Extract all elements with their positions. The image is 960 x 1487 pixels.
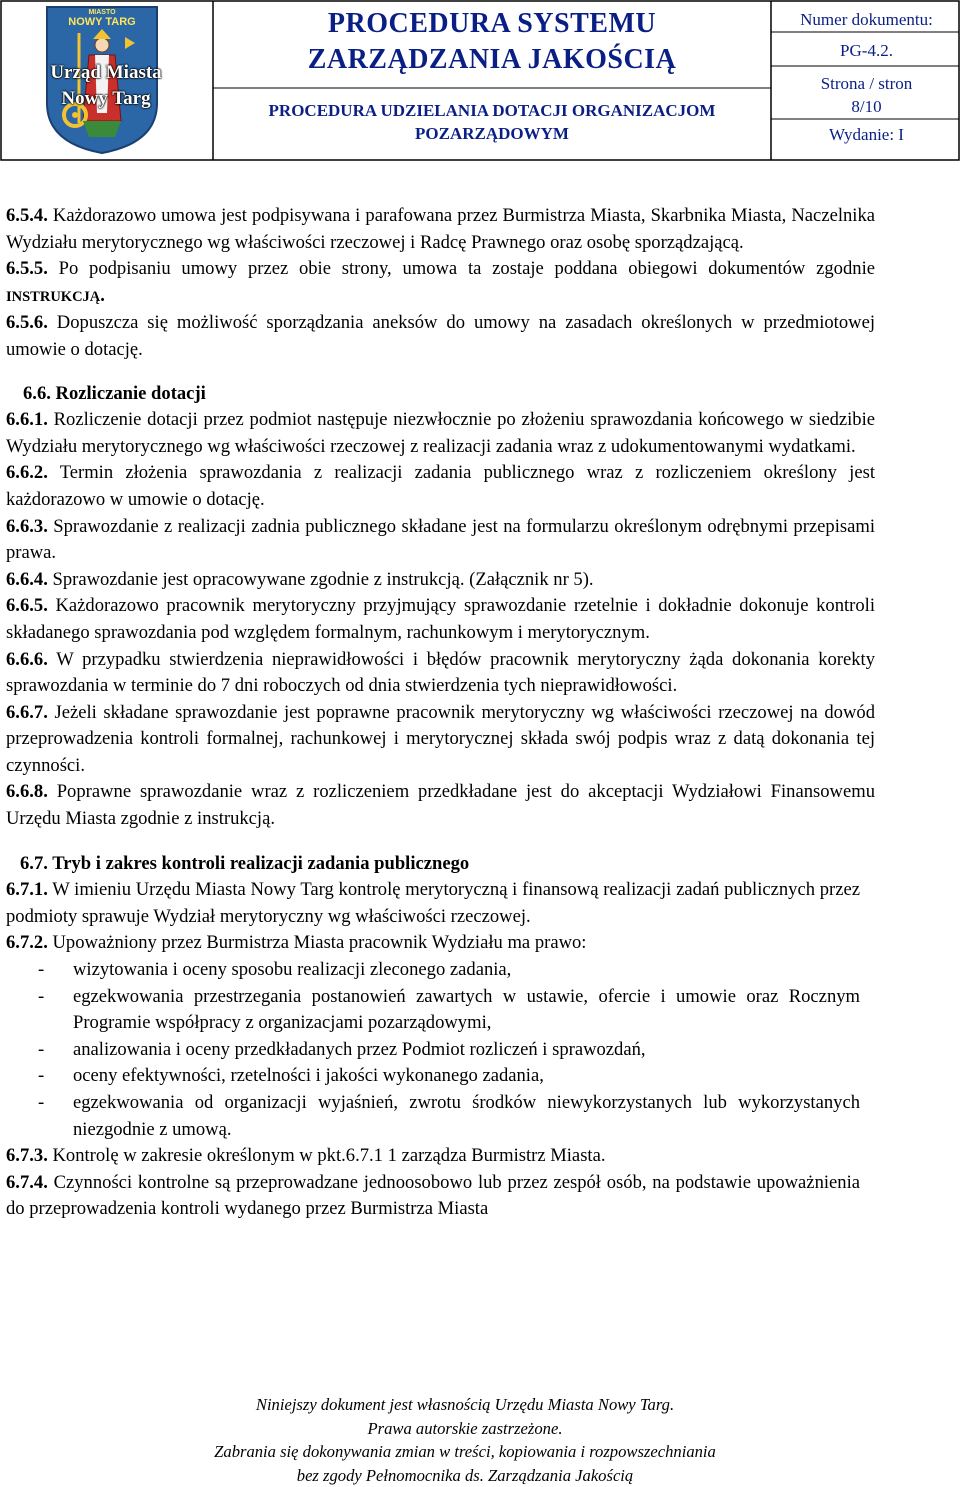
paragraph-text: Rozliczenie dotacji przez podmiot następuje niezwłocznie po złożeniu sprawozdania końcowego w siedzibie Wydziału merytorycznego wg właściwości rzeczowej z realizacji zadania wraz z udokumentowanymi wydatkami. — [6, 409, 875, 457]
document-header — [0, 0, 960, 161]
title-cell — [214, 0, 770, 161]
list-item — [6, 1037, 860, 1064]
document-footer — [0, 1393, 930, 1487]
paragraph-text: Dopuszcza się możliwość sporządzania aneksów do umowy na zasadach określonych w przedmiotowej umowie o dotację. — [6, 312, 875, 360]
paragraph-number: 6.7.4. — [6, 1171, 48, 1193]
paragraph-number: 6.5.4. — [6, 205, 48, 226]
paragraph-6-6-2 — [6, 460, 875, 513]
procedure-title-line-2: ZARZĄDZANIA JAKOŚCIĄ — [307, 44, 677, 75]
list-dash: - — [38, 959, 45, 981]
paragraph-text: W imieniu Urzędu Miasta Nowy Targ kontrolę merytoryczną i finansową realizacji zadań publicznych przez podmioty sprawuje Wydział merytoryczny wg właściwości rzeczowej. — [6, 879, 860, 927]
paragraph-text: Sprawozdanie jest opracowywane zgodnie z instrukcją. (Załącznik nr 5). — [47, 568, 594, 590]
list-item — [6, 1090, 860, 1143]
paragraph-6-6-1 — [6, 407, 875, 460]
subtitle-line-2: POZARZĄDOWYM — [415, 124, 569, 143]
paragraph-6-6-5 — [6, 593, 875, 646]
subtitle-line-1: PROCEDURA UDZIELANIA DOTACJI ORGANIZACJOM — [268, 101, 716, 120]
list-item — [6, 1063, 860, 1090]
paragraph-number: 6.6.6. — [6, 648, 48, 670]
paragraph-text: Upoważniony przez Burmistrza Miasta pracownik Wydziału ma prawo: — [47, 932, 587, 954]
logo-city-text: NOWY TARG — [68, 16, 136, 28]
logo-cell — [0, 0, 212, 161]
procedure-subtitle — [214, 99, 770, 145]
list-dash: - — [38, 985, 45, 1007]
office-line-1: Urząd Miasta — [50, 62, 162, 83]
paragraph-text: Po podpisaniu umowy przez obie strony, umowa ta zostaje poddana obiegowi dokumentów zgodnie — [47, 258, 875, 280]
paragraph-text: Każdorazowo umowa jest podpisywana i parafowana przez Burmistrza Miasta, Skarbnika Miasta, Naczelnika Wydziału merytorycznego wg właściwości rzeczowej i Radcę Prawnego oraz osobę sporządzającą. — [6, 205, 875, 253]
edition: Wydanie: I — [829, 125, 904, 144]
paragraph-text: Każdorazowo pracownik merytoryczny przyjmujący sprawozdanie rzetelnie i dokładnie dokonuje kontroli składanego sprawozdania pod względem formalnym, rachunkowym i merytorycznym. — [6, 595, 875, 643]
paragraph-number: 6.6.8. — [6, 781, 48, 803]
paragraph-6-5-6 — [6, 310, 875, 363]
paragraph-number: 6.5.5. — [6, 258, 48, 280]
footer-line-3: Zabrania się dokonywania zmian w treści, kopiowania i rozpowszechniania — [214, 1442, 716, 1462]
paragraph-number: 6.7.1. — [6, 879, 48, 901]
office-line-2: Nowy Targ — [61, 88, 151, 109]
paragraph-6-6-6 — [6, 647, 875, 700]
paragraph-6-5-5 — [6, 256, 875, 310]
list-item-text: oceny efektywności, rzetelności i jakości wykonanego zadania, — [73, 1065, 544, 1087]
logo-top-text: MIASTO — [88, 9, 116, 16]
paragraph-text: Kontrolę w zakresie określonym w pkt.6.7.1 1 zarządza Burmistrz Miasta. — [47, 1145, 606, 1167]
paragraph-number: 6.6.1. — [6, 409, 48, 431]
section-heading-6-7: 6.7. Tryb i zakres kontroli realizacji zadania publicznego — [20, 852, 470, 874]
paragraph-6-7-4 — [6, 1170, 860, 1223]
list-dash: - — [38, 1065, 45, 1087]
paragraph-number: 6.6.5. — [6, 595, 48, 617]
list-item-text: wizytowania i oceny sposobu realizacji zleconego zadania, — [73, 959, 512, 981]
list-dash: - — [38, 1092, 45, 1113]
paragraph-number: 6.6.7. — [6, 701, 48, 723]
paragraph-6-6-4 — [6, 567, 875, 594]
office-name — [0, 60, 212, 112]
paragraph-text: Czynności kontrolne są przeprowadzane jednoosobowo lub przez zespół osób, na podstawie upoważnienia do przeprowadzenia kontroli wydanego przez Burmistrza Miasta — [6, 1171, 860, 1220]
doc-number: PG-4.2. — [840, 41, 893, 60]
paragraph-6-6-7 — [6, 700, 875, 780]
paragraph-number: 6.5.6. — [6, 312, 48, 334]
paragraph-6-7-3 — [6, 1143, 875, 1170]
paragraph-text: Termin złożenia sprawozdania z realizacji zadania publicznego wraz z rozliczeniem określony jest każdorazowo w umowie o dotację. — [6, 462, 875, 510]
doc-number-label: Numer dokumentu: — [800, 10, 933, 29]
paragraph-6-5-4 — [6, 203, 875, 256]
paragraph-text: Jeżeli składane sprawozdanie jest poprawne pracownik merytoryczny wg właściwości rzeczowej na dowód przeprowadzenia kontroli formalnej, rachunkowej i merytorycznej składa swój podpis wraz z datą dokonania tej czynności. — [6, 701, 875, 776]
list-item — [6, 984, 860, 1037]
paragraph-number: 6.7.2. — [6, 932, 48, 954]
instruction-reference: INSTRUKCJĄ — [6, 288, 101, 305]
page-value: 8/10 — [851, 97, 882, 116]
paragraph-end: . — [100, 284, 105, 306]
footer-line-2: Prawa autorskie zastrzeżone. — [367, 1418, 563, 1438]
document-meta-cell — [773, 0, 960, 161]
procedure-title-line-1: PROCEDURA SYSTEMU — [327, 8, 657, 39]
paragraph-text: Poprawne sprawozdanie wraz z rozliczeniem przedkładane jest do akceptacji Wydziałowi Finansowemu Urzędu Miasta zgodnie z instrukcją. — [6, 781, 875, 830]
footer-line-4: bez zgody Pełnomocnika ds. Zarządzania Jakością — [296, 1465, 634, 1485]
paragraph-text: W przypadku stwierdzenia nieprawidłowości i błędów pracownik merytoryczny żąda dokonania korekty sprawozdania w terminie do 7 dni roboczych od dnia stwierdzenia tych nieprawidłowości. — [6, 648, 875, 697]
section-heading-6-6: 6.6. Rozliczanie dotacji — [23, 382, 206, 404]
footer-line-1: Niniejszy dokument jest własnością Urzędu Miasta Nowy Targ. — [255, 1395, 675, 1414]
paragraph-number: 6.6.4. — [6, 568, 48, 590]
page-label: Strona / stron — [820, 74, 913, 93]
rights-list — [6, 957, 860, 1143]
paragraph-6-6-3 — [6, 514, 875, 567]
paragraph-text: Sprawozdanie z realizacji zadnia publicznego składane jest na formularzu określonym odrębnymi przepisami prawa. — [6, 515, 875, 564]
paragraph-6-6-8 — [6, 779, 875, 832]
list-item-text: egzekwowania przestrzegania postanowień zawartych w ustawie, ofercie i umowie oraz Rocznym Programie współpracy z organizacjami pozarządowymi, — [73, 985, 860, 1034]
paragraph-number: 6.6.2. — [6, 462, 48, 484]
list-item-text: analizowania i oceny przedkładanych przez Podmiot rozliczeń i sprawozdań, — [73, 1038, 646, 1060]
paragraph-6-7-2 — [6, 930, 875, 957]
list-dash: - — [38, 1038, 45, 1060]
paragraph-number: 6.6.3. — [6, 515, 48, 537]
paragraph-6-7-1 — [6, 877, 860, 930]
paragraph-number: 6.7.3. — [6, 1145, 48, 1167]
list-item — [6, 957, 860, 984]
list-item-text: egzekwowania od organizacji wyjaśnień, zwrotu środków niewykorzystanych lub wykorzystanych niezgodnie z umową. — [73, 1092, 860, 1140]
document-body — [6, 203, 875, 1223]
